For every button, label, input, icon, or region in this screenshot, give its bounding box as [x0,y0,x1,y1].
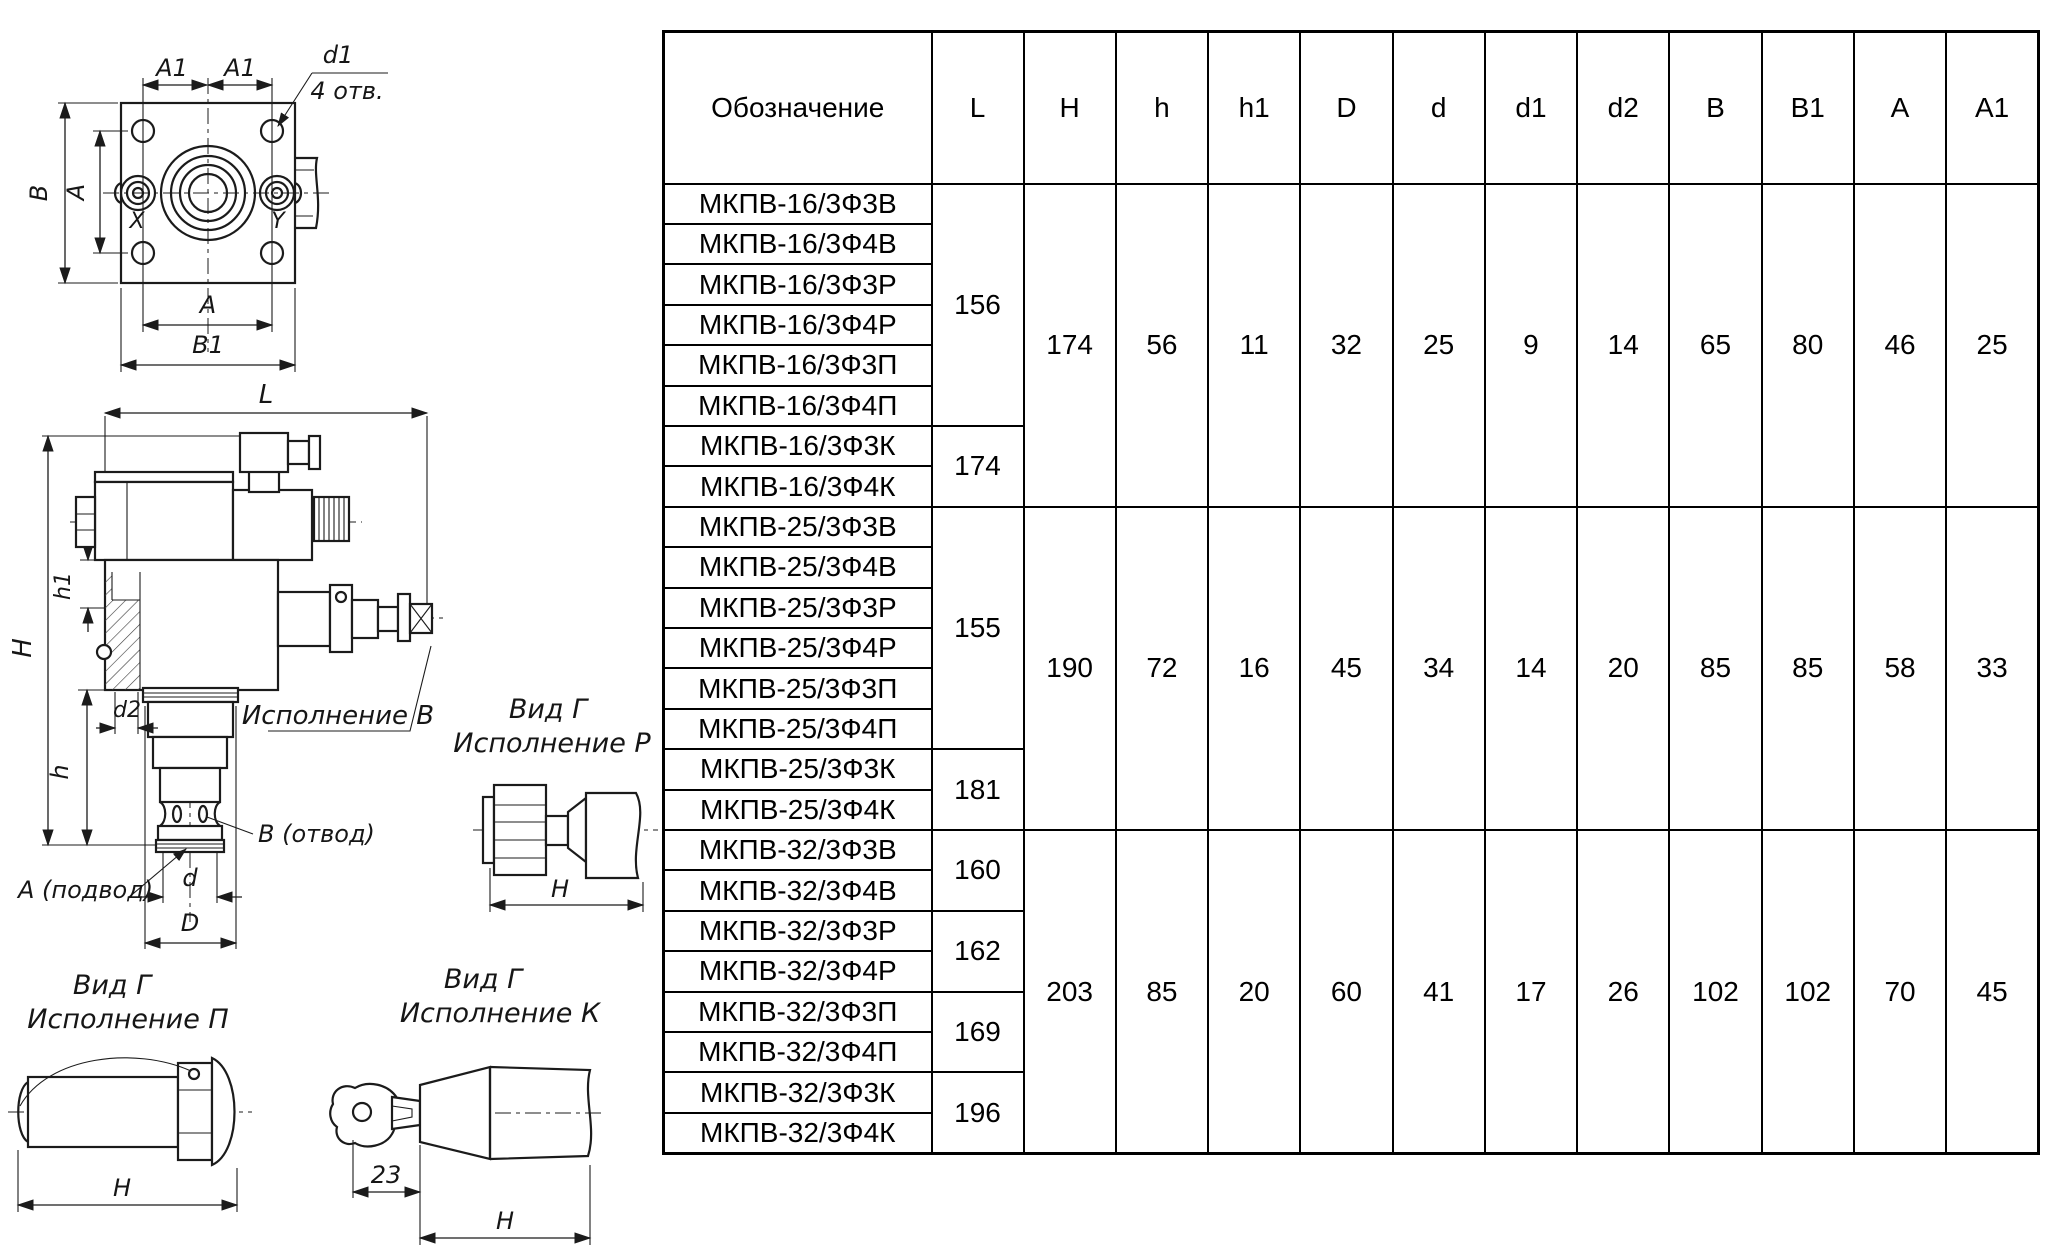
designation-cell: МКПВ-16/3Ф4Р [664,305,932,345]
dim-b1-bottom: B1 [192,331,224,359]
dim-b: B [25,184,53,202]
dim-d-big: D [180,909,200,937]
dim-value-cell-H: 190 [1024,507,1116,830]
dim-a1-left: A1 [156,54,188,82]
port-y-label: Y [271,209,285,234]
col-header-d2: d2 [1577,32,1669,184]
dim-d1-callout: d1 [322,41,354,69]
l-value-cell: 156 [932,184,1024,426]
designation-cell: МКПВ-16/3Ф4П [664,386,932,426]
view-k-dim-23: 23 [370,1161,402,1189]
dim-value-cell-d: 34 [1393,507,1485,830]
col-header-H: H [1024,32,1116,184]
view-p-subtitle: Исполнение П [27,1004,229,1035]
designation-cell: МКПВ-16/3Ф3К [664,426,932,466]
l-value-cell: 162 [932,911,1024,992]
port-a-label: А (подвод) [18,876,154,904]
dim-h-total: H [8,638,38,658]
designation-cell: МКПВ-25/3Ф4В [664,547,932,587]
dim-a-bottom: A [199,291,217,319]
designation-cell: МКПВ-32/3Ф4П [664,1032,932,1072]
designation-cell: МКПВ-32/3Ф3В [664,830,932,870]
designation-cell: МКПВ-25/3Ф3Р [664,588,932,628]
valve-side-view [8,380,448,949]
l-value-cell: 181 [932,749,1024,830]
dim-value-cell-d1: 9 [1485,184,1577,507]
dim-value-cell-B1: 85 [1762,507,1854,830]
dim-value-cell-d1: 14 [1485,507,1577,830]
designation-cell: МКПВ-25/3Ф4К [664,790,932,830]
designation-cell: МКПВ-25/3Ф3В [664,507,932,547]
view-r-subtitle: Исполнение Р [453,728,651,759]
dim-value-cell-B: 102 [1669,830,1761,1154]
dim-value-cell-B: 85 [1669,507,1761,830]
dim-value-cell-A: 70 [1854,830,1946,1154]
dim-value-cell-A: 58 [1854,507,1946,830]
dim-value-cell-h: 85 [1116,830,1208,1154]
dim-h-lower: h [46,764,74,780]
dim-d2: d2 [113,698,141,723]
dimensions-table [662,30,2040,1155]
dim-value-cell-A: 46 [1854,184,1946,507]
view-r-title: Вид Г [508,694,588,725]
view-p-title: Вид Г [72,970,152,1001]
l-value-cell: 169 [932,992,1024,1073]
col-header-L: L [932,32,1024,184]
flange-top-view [25,41,388,372]
holes-count-note: 4 отв. [310,77,384,105]
view-k-subtitle: Исполнение К [399,998,601,1029]
dimensions-table-wrap [662,30,2040,1155]
table-row [664,184,2039,224]
col-header-D: D [1300,32,1392,184]
port-b-label: В (отвод) [258,820,375,848]
dim-h1: h1 [51,572,76,600]
dim-value-cell-D: 32 [1300,184,1392,507]
dim-d-small: d [182,864,198,892]
designation-cell: МКПВ-25/3Ф4П [664,709,932,749]
designation-cell: МКПВ-16/3Ф3В [664,184,932,224]
view-p-dim-h: H [112,1174,132,1202]
designation-cell: МКПВ-32/3Ф4В [664,870,932,910]
dim-value-cell-h: 72 [1116,507,1208,830]
port-x-label: X [129,209,145,234]
col-header-h1: h1 [1208,32,1300,184]
l-value-cell: 196 [932,1072,1024,1153]
designation-cell: МКПВ-32/3Ф3Р [664,911,932,951]
designation-cell: МКПВ-16/3Ф3П [664,345,932,385]
dim-value-cell-D: 60 [1300,830,1392,1154]
dim-value-cell-h1: 11 [1208,184,1300,507]
designation-cell: МКПВ-25/3Ф3К [664,749,932,789]
view-g-variant-p [8,970,252,1212]
designation-cell: МКПВ-32/3Ф4К [664,1113,932,1154]
table-row [664,830,2039,870]
col-header-B: B [1669,32,1761,184]
designation-cell: МКПВ-16/3Ф4К [664,466,932,506]
designation-cell: МКПВ-32/3Ф3К [664,1072,932,1112]
dim-value-cell-d2: 26 [1577,830,1669,1154]
col-header-d: d [1393,32,1485,184]
l-value-cell: 155 [932,507,1024,749]
technical-drawings [0,0,660,1254]
col-header-A: A [1854,32,1946,184]
view-g-variant-r [453,694,658,912]
l-value-cell: 174 [932,426,1024,507]
table-row [664,507,2039,547]
dim-value-cell-d1: 17 [1485,830,1577,1154]
dim-value-cell-B1: 80 [1762,184,1854,507]
dim-value-cell-A1: 45 [1946,830,2038,1154]
header-row [664,32,2039,184]
dim-value-cell-B1: 102 [1762,830,1854,1154]
dim-a-left: A [62,183,90,201]
designation-cell: МКПВ-32/3Ф4Р [664,951,932,991]
dim-value-cell-h1: 20 [1208,830,1300,1154]
l-value-cell: 160 [932,830,1024,911]
col-header-d1: d1 [1485,32,1577,184]
designation-cell: МКПВ-16/3Ф4В [664,224,932,264]
dim-value-cell-h1: 16 [1208,507,1300,830]
dim-a1-right: A1 [224,54,256,82]
dim-value-cell-D: 45 [1300,507,1392,830]
dim-value-cell-d2: 14 [1577,184,1669,507]
dim-value-cell-H: 203 [1024,830,1116,1154]
designation-cell: МКПВ-32/3Ф3П [664,992,932,1032]
dim-value-cell-A1: 25 [1946,184,2038,507]
col-header-B1: B1 [1762,32,1854,184]
col-header-h: h [1116,32,1208,184]
dim-value-cell-d: 25 [1393,184,1485,507]
col-header-A1: A1 [1946,32,2038,184]
designation-cell: МКПВ-25/3Ф3П [664,668,932,708]
dim-value-cell-A1: 33 [1946,507,2038,830]
dim-value-cell-H: 174 [1024,184,1116,507]
view-k-dim-h: H [495,1207,515,1235]
designation-cell: МКПВ-25/3Ф4Р [664,628,932,668]
view-r-dim-h: H [550,875,570,903]
variant-b-label: Исполнение В [241,701,435,731]
dim-value-cell-d2: 20 [1577,507,1669,830]
col-header-designation: Обозначение [664,32,932,184]
dim-value-cell-B: 65 [1669,184,1761,507]
designation-cell: МКПВ-16/3Ф3Р [664,264,932,304]
view-g-variant-k [330,964,606,1245]
view-k-title: Вид Г [443,964,523,995]
dim-value-cell-h: 56 [1116,184,1208,507]
dim-l: L [258,380,274,410]
dim-value-cell-d: 41 [1393,830,1485,1154]
